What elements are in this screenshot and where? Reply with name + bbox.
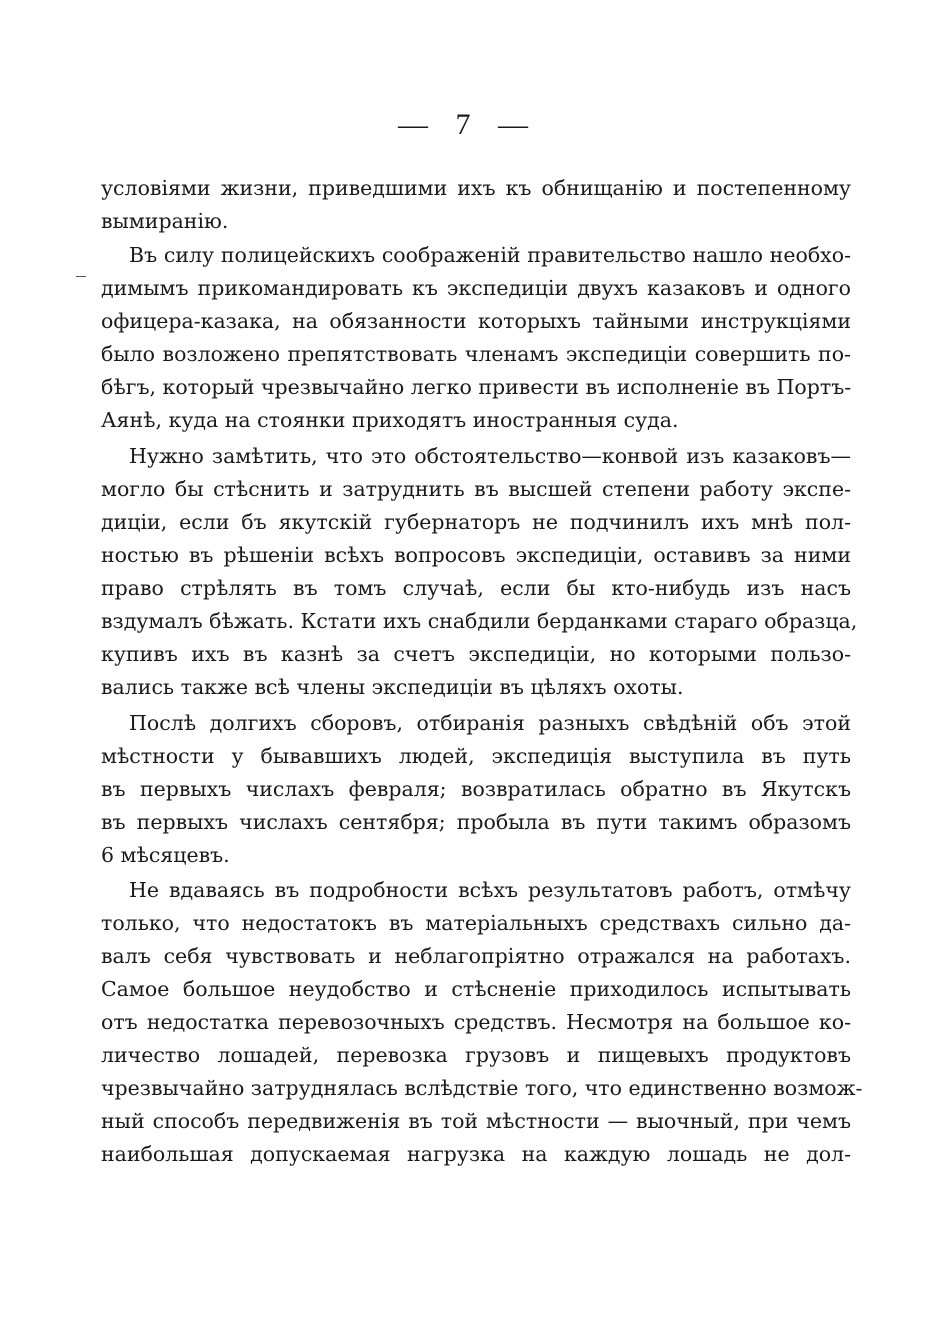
text-line: ностью въ рѣшеніи всѣхъ вопросовъ экспедиціи, оставивъ за ними [101, 543, 851, 567]
text-line: Аянѣ, куда на стоянки приходятъ иностранныя суда. [101, 408, 679, 432]
paragraph-expedition-dates [101, 707, 851, 872]
text-line: только, что недостатокъ въ матеріальныхъ средствахъ сильно да- [101, 911, 851, 935]
text-line: право стрѣлять въ томъ случаѣ, если бы кто-нибудь изъ насъ [101, 576, 851, 600]
paragraph-cossack-convoy [101, 440, 858, 704]
text-line: офицера-казака, на обязанности которыхъ тайными инструкціями [101, 309, 851, 333]
text-line: въ первыхъ числахъ сентября; пробыла въ пути такимъ образомъ [101, 810, 851, 834]
text-line: вздумалъ бѣжать. Кстати ихъ снабдили берданками стараго образца, [101, 609, 858, 633]
text-line: личество лошадей, перевозка грузовъ и пищевыхъ продуктовъ [101, 1043, 851, 1067]
margin-mark [76, 276, 86, 277]
text-line: могло бы стѣснить и затруднить въ высшей степени работу экспе- [101, 477, 851, 501]
text-line: наибольшая допускаемая нагрузка на каждую лошадь не дол- [101, 1142, 851, 1166]
text-line: въ первыхъ числахъ февраля; возвратилась обратно въ Якутскъ [101, 777, 851, 801]
paragraph-material-shortage [101, 874, 863, 1171]
text-line: Самое большое неудобство и стѣсненіе приходилось испытывать [101, 977, 851, 1001]
text-line: условіями жизни, приведшими ихъ къ обнищанію и постепенному [101, 176, 851, 200]
text-line: ный способъ передвиженія въ той мѣстности — выочный, при чемъ [101, 1109, 851, 1133]
text-line: 6 мѣсяцевъ. [101, 843, 230, 867]
paragraph-continuation [101, 172, 851, 238]
paragraph-police-considerations [101, 239, 851, 437]
text-line: чрезвычайно затруднялась вслѣдствіе того, что единственно возмож- [101, 1076, 863, 1100]
text-line: отъ недостатка перевозочныхъ средствъ. Несмотря на большое ко- [101, 1010, 851, 1034]
text-line: мѣстности у бывавшихъ людей, экспедиція выступила въ путь [101, 744, 851, 768]
text-line: вымиранію. [101, 209, 229, 233]
text-line: Въ силу полицейскихъ соображеній правительство нашло необхо- [129, 243, 851, 267]
text-line: Нужно замѣтить, что это обстоятельство—конвой изъ казаковъ— [129, 444, 851, 468]
text-line: Послѣ долгихъ сборовъ, отбиранія разныхъ свѣдѣній объ этой [129, 711, 851, 735]
text-line: вались также всѣ члены экспедиціи въ цѣляхъ охоты. [101, 675, 684, 699]
text-line: диціи, если бъ якутскій губернаторъ не подчинилъ ихъ мнѣ пол- [101, 510, 851, 534]
text-line: было возложено препятствовать членамъ экспедиціи совершить по- [101, 342, 851, 366]
text-line: димымъ прикомандировать къ экспедиціи двухъ казаковъ и одного [101, 276, 851, 300]
text-line: Не вдаваясь въ подробности всѣхъ результатовъ работъ, отмѣчу [129, 878, 851, 902]
text-line: купивъ ихъ въ казнѣ за счетъ экспедиціи, но которыми пользо- [101, 642, 851, 666]
page-number: — 7 — [398, 108, 538, 141]
text-line: бѣгъ, который чрезвычайно легко привести въ исполненіе въ Портъ- [101, 375, 852, 399]
text-line: валъ себя чувствовать и неблагопріятно отражался на работахъ. [101, 944, 851, 968]
